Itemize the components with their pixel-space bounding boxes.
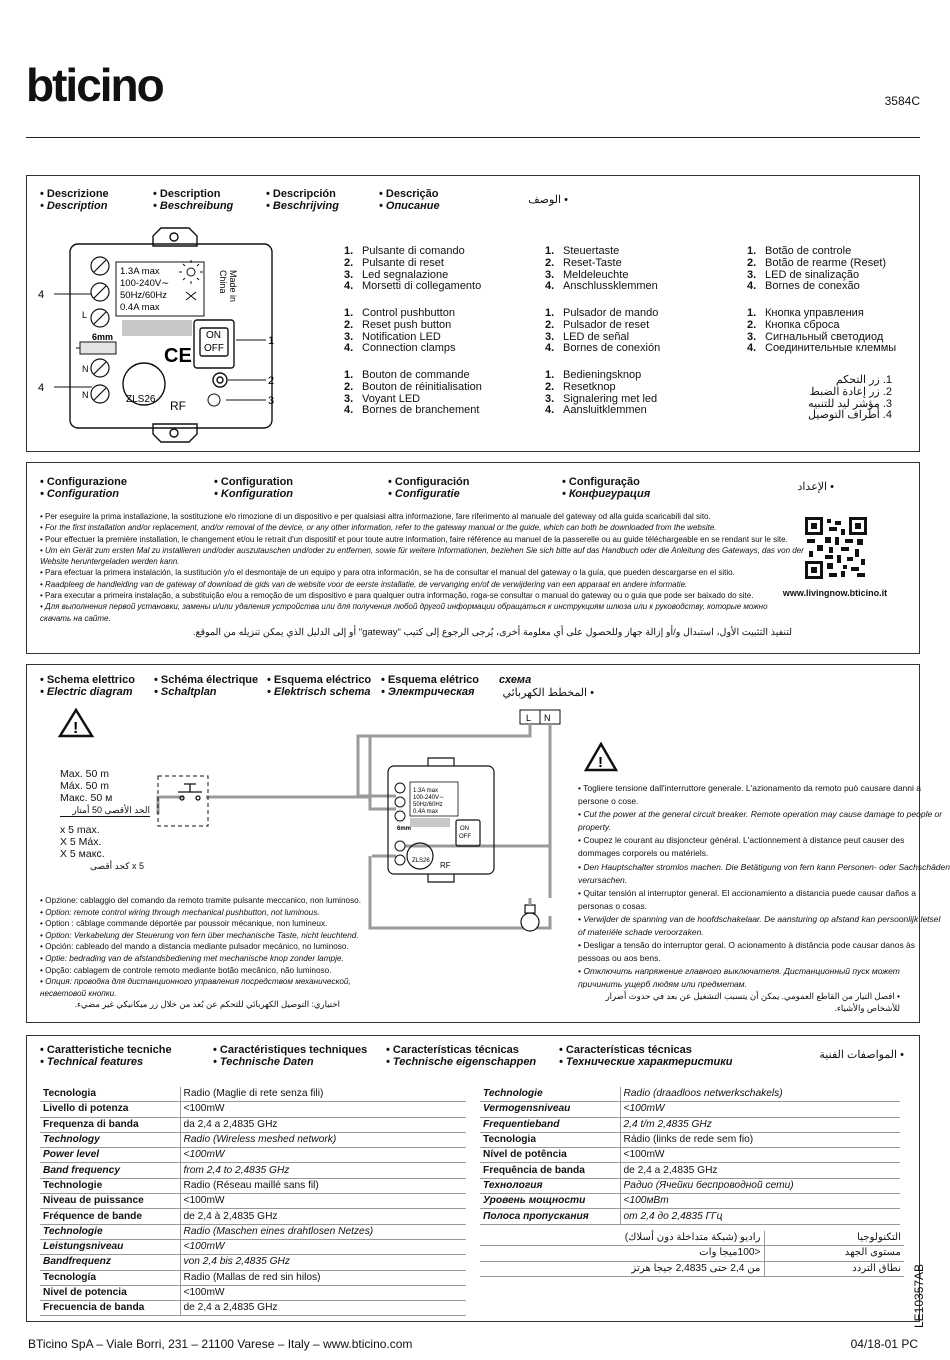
description-heading-es: • Descripción • Beschrijving (266, 188, 339, 212)
spec-value: de 2,4 à 2,4835 GHz (180, 1209, 466, 1224)
lamp-icon (521, 905, 539, 931)
svg-text:1.3A max: 1.3A max (413, 788, 439, 794)
svg-text:50Hz/60Hz: 50Hz/60Hz (413, 802, 443, 808)
document-id: LE10357AB (912, 1263, 926, 1328)
spec-row (480, 1194, 900, 1209)
svg-text:L: L (526, 713, 532, 723)
svg-text:ZLS26: ZLS26 (412, 858, 430, 864)
spec-label: Nivel de potencia (40, 1285, 180, 1300)
spec-row (40, 1301, 466, 1316)
parts-list-nl: 1. Bedieningsknop 2. Resetknop 3. Signalering met led 4. Aansluitklemmen (545, 369, 658, 417)
parts-list-ru: 1. Кнопка управления 2. Кнопка сброса 3. Сигнальный светодиод 4. Соединительные клеммы (747, 307, 897, 355)
svg-text:OFF: OFF (204, 343, 224, 354)
parts-list-de: 1. Steuertaste 2. Reset-Taste 3. Meldeleuchte 4. Anschlussklemmen (545, 245, 658, 293)
spec-row (40, 1178, 466, 1193)
spec-row (40, 1209, 466, 1224)
svg-text:OFF: OFF (459, 834, 471, 840)
schema-heading-ru-cont: схема (499, 674, 532, 686)
spec-label: Tecnologia (480, 1132, 620, 1147)
spec-row (480, 1087, 900, 1102)
spec-value: Radio (Réseau maillé sans fil) (180, 1178, 466, 1193)
spec-value: <100mW (180, 1194, 466, 1209)
spec-row (40, 1102, 466, 1117)
spec-row (40, 1224, 466, 1239)
company-address: BTicino SpA – Viale Borri, 231 – 21100 Varese – Italy – www.bticino.com (28, 1337, 413, 1351)
parts-list-it: 1. Pulsante di comando 2. Pulsante di reset 3. Led segnalazione 4. Morsetti di collegamento (344, 245, 482, 293)
spec-row (40, 1255, 466, 1270)
spec-value: من 2,4 حتى 2,4835 جيجا هرتز (480, 1261, 764, 1276)
schema-heading-ar: • المخطط الكهربائي (502, 687, 594, 699)
spec-row (480, 1163, 900, 1178)
spec-label: Frequência de banda (480, 1163, 620, 1178)
spec-row (480, 1231, 904, 1246)
max-distance: Max. 50 m Máx. 50 m Макс. 50 м الحد الأقصى 50 أمتار (60, 768, 150, 815)
svg-text:100-240V∼: 100-240V∼ (120, 278, 170, 289)
features-heading-it: • Caratteristiche tecniche • Technical features (40, 1044, 172, 1068)
spec-label: Livello di potenza (40, 1102, 180, 1117)
features-heading-pt: • Características técnicas • Технические характеристики (559, 1044, 733, 1068)
spec-row (40, 1087, 466, 1102)
spec-row (40, 1132, 466, 1147)
configuration-heading-es: • Configuración • Configuratie (388, 476, 470, 500)
spec-value: راديو (شبكة متداخلة دون أسلاك) (480, 1231, 764, 1246)
svg-text:!: ! (73, 720, 79, 737)
svg-text:RF: RF (440, 861, 451, 870)
spec-label: مستوى الجهد (764, 1246, 904, 1261)
product-code: 3584C (884, 94, 920, 108)
spec-label: Fréquence de bande (40, 1209, 180, 1224)
spec-value: de 2,4 a 2,4835 GHz (180, 1301, 466, 1316)
spec-label: Technologie (40, 1178, 180, 1193)
spec-label: Niveau de puissance (40, 1194, 180, 1209)
configuration-heading-pt: • Configuração • Конфигурация (562, 476, 651, 500)
max-count: x 5 max. X 5 Máx. X 5 макс. x 5 كحد أقصى (60, 824, 144, 871)
spec-label: Технология (480, 1178, 620, 1193)
parts-list-es: 1. Pulsador de mando 2. Pulsador de reset 3. LED de señal 4. Bornes de conexión (545, 307, 661, 355)
spec-value: da 2,4 a 2,4835 GHz (180, 1117, 466, 1132)
spec-row (480, 1148, 900, 1163)
specs-table-left (40, 1087, 466, 1316)
spec-value: <100mW (620, 1102, 900, 1117)
spec-label: Nível de potência (480, 1148, 620, 1163)
svg-text:ON: ON (460, 826, 469, 832)
spec-value: <100mW (180, 1285, 466, 1300)
spec-value: Radio (Maschen eines drahtlosen Netzes) (180, 1224, 466, 1239)
configuration-heading-it: • Configurazione • Configuration (40, 476, 127, 500)
spec-value: de 2,4 a 2,4835 GHz (620, 1163, 900, 1178)
spec-label: Band frequency (40, 1163, 180, 1178)
spec-value: <100мВт (620, 1194, 900, 1209)
spec-row (480, 1178, 900, 1193)
spec-row (40, 1270, 466, 1285)
description-heading-pt: • Descrição • Описание (379, 188, 440, 212)
spec-label: Vermogensniveau (480, 1102, 620, 1117)
spec-value: Radio (draadloos netwerkschakels) (620, 1087, 900, 1102)
brand-logo: bticino (26, 59, 163, 111)
label-plate (122, 320, 192, 336)
spec-value: from 2,4 to 2,4835 GHz (180, 1163, 466, 1178)
svg-text:CE: CE (164, 345, 192, 367)
spec-value: Радио (Ячейки беспроводной сети) (620, 1178, 900, 1193)
spec-row (40, 1194, 466, 1209)
svg-text:Made in: Made in (228, 270, 238, 303)
specs-table-right (480, 1087, 900, 1225)
svg-text:China: China (218, 270, 228, 294)
configuration-text: • Per eseguire la prima installazione, la sostituzione e/o rimozione di un dispositivo e per qualsiasi altra informazione, fare riferimento al manuale del gateway od alla guida scaricabili dal sito. • For the first installation and/or replacement, and/or removal of the device, or any other information, refer to the gateway manual or the guide, which can both be downloaded from the website. • Pour effectuer la première installation, le changement et/ou le retrait d'un dispositif et pour toute autre information, faire référence au manuel de la passerelle ou au guide téléchargeable en se rendant sur le site. • Um ein Gerät zum ersten Mal zu installieren und/oder auszutauschen und/oder zu entfernen, sowie für weitere Informationen, beziehen Sie sich bitte auf das Handbuch oder die Anleitung des Gateways, das von der Website heruntergeladen werden kann. • Para efectuar la primera instalación, la sustitución y/o el desmontaje de un equipo y para otra información, se ha de consultar el manual del gateway o la guía, que pueden descargarse en el sitio. • Raadpleeg de handleiding van de gateway of download de gids van de website voor de eerste installatie, de vervanging en/of de verwijdering van een apparaat en andere informatie. • Para executar a primeira instalação, a substituição e/ou a remoção de um dispositivo e para qualquer outra informação, roga-se consultar o manual do gateway ou o guia que pode ser baixado do site. • Для выполнения первой установки, замены и/или удаления устройства или для получения любой другой информации обращаться к инструкциям шлюза или к руководству, которые можно скачать на сайте. (40, 512, 804, 623)
svg-text:4: 4 (38, 382, 45, 394)
bottom-tab (153, 424, 197, 442)
svg-text:N: N (544, 713, 551, 723)
device-drawing (36, 220, 296, 448)
spec-row (480, 1102, 900, 1117)
svg-text:0.4A max: 0.4A max (413, 809, 439, 815)
qr-code (805, 517, 867, 579)
spec-label: Полоса пропускания (480, 1209, 620, 1224)
header-divider (26, 137, 920, 138)
spec-label: Уровень мощности (480, 1194, 620, 1209)
spec-label: Power level (40, 1148, 180, 1163)
svg-text:0.4A max: 0.4A max (120, 302, 160, 313)
spec-row (480, 1117, 900, 1132)
svg-text:ZLS26: ZLS26 (126, 394, 156, 405)
svg-text:ON: ON (206, 330, 221, 341)
document-date: 04/18-01 PC (850, 1337, 918, 1351)
svg-text:N: N (82, 390, 89, 400)
spec-label: Technology (40, 1132, 180, 1147)
spec-value: 2,4 t/m 2,4835 GHz (620, 1117, 900, 1132)
features-heading-es: • Características técnicas • Technische eigenschappen (386, 1044, 537, 1068)
spec-label: التكنولوجيا (764, 1231, 904, 1246)
svg-text:2: 2 (268, 375, 275, 387)
spec-value: <100mW (180, 1102, 466, 1117)
website-link[interactable]: www.livingnow.bticino.it (782, 588, 888, 598)
spec-value: <100mW (620, 1148, 900, 1163)
spec-value: Radio (Wireless meshed network) (180, 1132, 466, 1147)
spec-label: نطاق التردد (764, 1261, 904, 1276)
spec-row (40, 1239, 466, 1254)
spec-label: Tecnologia (40, 1087, 180, 1102)
specs-table-ar (480, 1231, 904, 1277)
spec-value: von 2,4 bis 2,4835 GHz (180, 1255, 466, 1270)
spec-label: Frequentieband (480, 1117, 620, 1132)
parts-list-en: 1. Control pushbutton 2. Reset push button 3. Notification LED 4. Connection clamps (344, 307, 456, 355)
features-heading-fr: • Caractéristiques techniques • Technische Daten (213, 1044, 368, 1068)
schema-heading-fr: • Schéma électrique • Schaltplan (154, 674, 259, 698)
svg-text:N: N (82, 364, 89, 374)
svg-text:1: 1 (268, 335, 275, 347)
option-notes: • Opzione: cablaggio del comando da remoto tramite pulsante meccanico, non luminoso. • Option: remote control wiring through mechanical pushbutton, not luminous. • Option : câblage commande déportée par poussoir mécanique, non lumineux. • Option: Verkabelung der Steuerung von fern über mechanische Taste, nicht leuchtend. • Opción: cableado del mando a distancia mediante pulsador mecánico, no luminoso. • Optie: bedrading van de afstandsbediening met mechanische knop zonder lampje. • Opção: cablagem de controle remoto mediante botão mecânico, não luminoso. • Опция: проводка для дистанционного управления посредством механической, несветовой кнопки. اختياري: التوصيل الكهربائي للتحكم عن بُعد من خلال زر ميكانيكي غير مضيء. (40, 896, 361, 1010)
warning-notes: • Togliere tensione dall'interruttore generale. L'azionamento da remoto può causare danni a persone o cose. • Cut the power at the general circuit breaker. Remote operation may cause damage to people or property. • Coupez le courant au disjoncteur général. L'actionnement à distance peut causer des dommages corporels ou matériels. • Den Hauptschalter stromlos machen. Die Betätigung von fern kann Personen- oder Sachschäden verursachen. • Quitar tensión al interruptor general. El accionamiento a distancia puede causar daños a personas o cosas. • Verwijder de spanning van de hoofdschakelaar. De aansturing op afstand kan persoonlijk letsel of materiële schade veroorzaken. • Desligar a tensão do interruptor geral. O acionamento à distância pode causar danos às pessoas ou aos bens. • Отключить напряжение главного выключателя. Дистанционный пуск может причинить ущерб людям или предметам. (578, 783, 950, 990)
spec-value: <100mW (180, 1148, 466, 1163)
spec-label: Technologie (40, 1224, 180, 1239)
schema-heading-pt: • Esquema elétrico • Электрическая (381, 674, 480, 698)
warning-icon-right (584, 742, 618, 772)
warning-note-ar: • افصل التيار من القاطع العمومي. يمكن أن يتسبب التشغيل عن بعد في حدوث أضرار للأشخاص والأشياء. (605, 991, 900, 1013)
svg-text:1.3A max: 1.3A max (120, 266, 160, 277)
parts-list-ar: 1. زر التحكم 2. زر إعادة الضبط 3. مؤشر ليد للتنبيه 4. أطراف التوصيل (807, 374, 892, 422)
description-heading-fr: • Description • Beschreibung (153, 188, 234, 212)
spec-value: от 2,4 до 2,4835 ГГц (620, 1209, 900, 1224)
spec-row (40, 1163, 466, 1178)
spec-value: Radio (Mallas de red sin hilos) (180, 1270, 466, 1285)
configuration-text-ar: لتنفيذ التثبيت الأول، استبدال و/أو إزالة جهاز وللحصول على أي معلومة أخرى، يُرجى الرجوع إلى كتيب "gateway" أو إلى الدليل الذي يمكن تنزيله من الموقع. (192, 627, 792, 638)
configuration-heading-ar: • الإعداد (797, 481, 834, 493)
svg-text:!: ! (598, 754, 603, 771)
description-heading-ar: • الوصف (528, 194, 568, 206)
configuration-heading-fr: • Configuration • Konfiguration (214, 476, 294, 500)
svg-text:100-240V∼: 100-240V∼ (413, 795, 445, 801)
spec-row (40, 1285, 466, 1300)
spec-row (480, 1246, 904, 1261)
svg-text:6mm: 6mm (397, 826, 412, 832)
spec-label: Leistungsniveau (40, 1239, 180, 1254)
spec-value: <100ميجا وات (480, 1246, 764, 1261)
spec-label: Technologie (480, 1087, 620, 1102)
spec-row (480, 1209, 900, 1224)
schema-heading-es: • Esquema eléctrico • Elektrisch schema (267, 674, 372, 698)
svg-text:3: 3 (268, 395, 275, 407)
spec-row (40, 1117, 466, 1132)
spec-row (480, 1132, 900, 1147)
warning-icon-left (60, 710, 92, 737)
spec-value: <100mW (180, 1239, 466, 1254)
schema-heading-it: • Schema elettrico • Electric diagram (40, 674, 135, 698)
spec-label: Tecnología (40, 1270, 180, 1285)
spec-label: Bandfrequenz (40, 1255, 180, 1270)
svg-text:RF: RF (170, 399, 186, 413)
spec-row (40, 1148, 466, 1163)
svg-text:50Hz/60Hz: 50Hz/60Hz (120, 290, 167, 301)
svg-text:L: L (82, 310, 88, 320)
parts-list-pt: 1. Botão de controle 2. Botão de rearme (Reset) 3. LED de sinalização 4. Bornes de conexão (747, 245, 887, 293)
svg-text:4: 4 (38, 289, 45, 301)
description-heading-it: • Descrizione • Description (40, 188, 109, 212)
spec-row (480, 1261, 904, 1276)
features-heading-ar: • المواصفات الفنية (819, 1049, 904, 1061)
svg-text:6mm: 6mm (92, 332, 114, 342)
terminal-screws (91, 257, 109, 403)
spec-value: Radio (Maglie di rete senza fili) (180, 1087, 466, 1102)
parts-list-fr: 1. Bouton de commande 2. Bouton de réinitialisation 3. Voyant LED 4. Bornes de branchement (344, 369, 482, 417)
remote-button-box (158, 776, 208, 826)
spec-label: Frequenza di banda (40, 1117, 180, 1132)
spec-value: Rádio (links de rede sem fio) (620, 1132, 900, 1147)
spec-label: Frecuencia de banda (40, 1301, 180, 1316)
